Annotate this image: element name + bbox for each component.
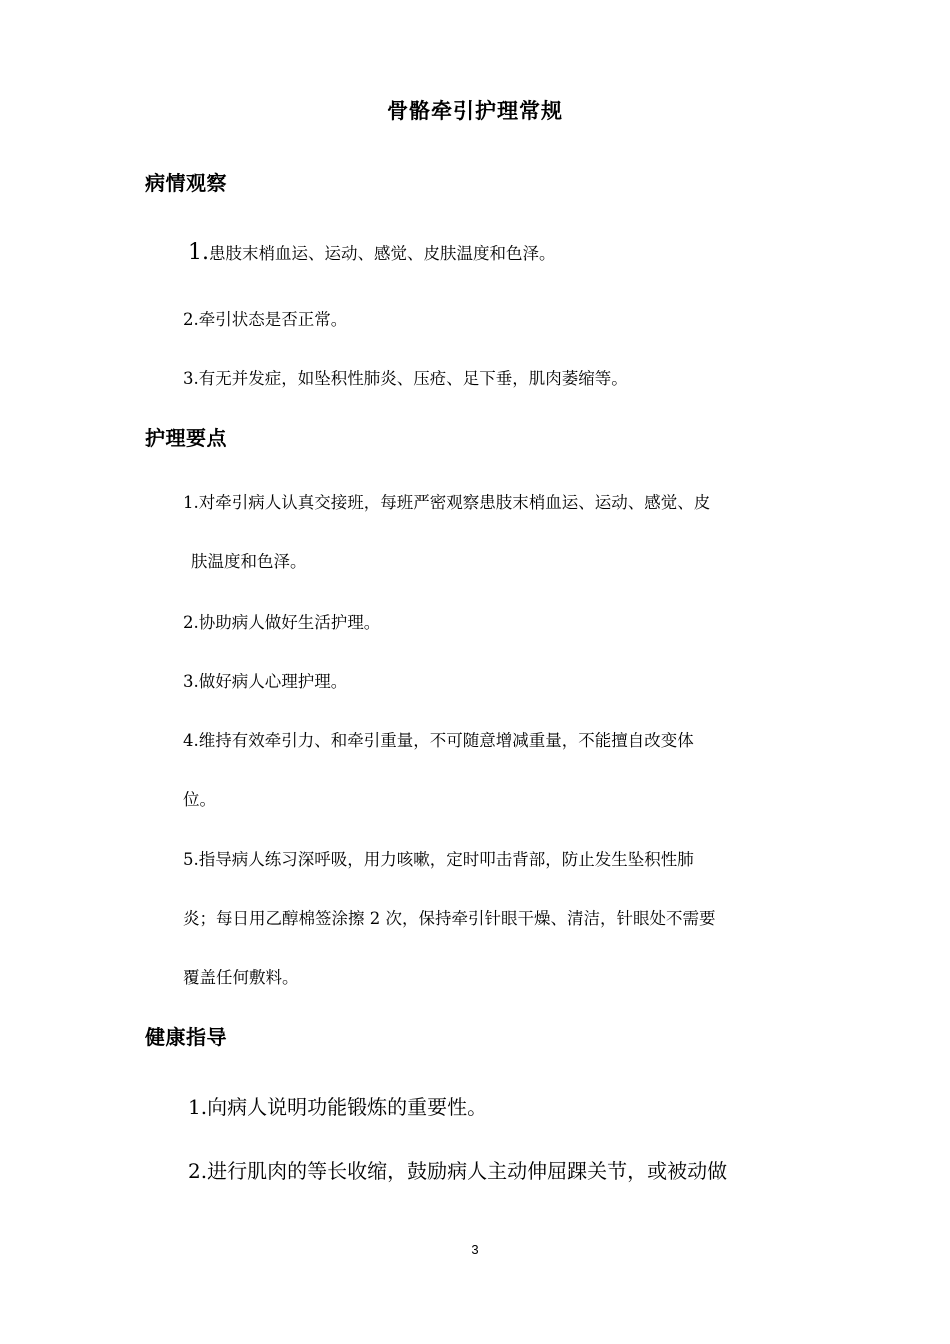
list-item-line: 1.对牵引病人认真交接班，每班严密观察患肢末梢血运、运动、感觉、皮 [183, 493, 711, 512]
list-item: 2.协助病人做好生活护理。 [183, 613, 381, 632]
list-item-text: 患肢末梢血运、运动、感觉、皮肤温度和色泽。 [209, 244, 556, 263]
list-item: 3.有无并发症，如坠积性肺炎、压疮、足下垂，肌肉萎缩等。 [183, 369, 628, 388]
list-item: 1.向病人说明功能锻炼的重要性。 [188, 1095, 488, 1119]
list-item: 3.做好病人心理护理。 [183, 672, 348, 691]
list-item-line: 位。 [183, 790, 216, 809]
list-item-line: 炎；每日用乙醇棉签涂擦 2 次，保持牵引针眼干燥、清洁，针眼处不需要 [183, 909, 716, 928]
list-item-number: 1. [188, 240, 209, 265]
section-heading-nursing-points: 护理要点 [145, 426, 227, 450]
page-number: 3 [471, 1242, 479, 1257]
list-item-line: 覆盖任何敷料。 [183, 968, 299, 987]
list-item-line: 肤温度和色泽。 [191, 552, 307, 571]
list-item-line: 5.指导病人练习深呼吸，用力咳嗽，定时叩击背部，防止发生坠积性肺 [183, 850, 694, 869]
section-heading-observation: 病情观察 [145, 171, 227, 195]
list-item-line: 4.维持有效牵引力、和牵引重量，不可随意增减重量，不能擅自改变体 [183, 731, 694, 750]
list-item: 2.牵引状态是否正常。 [183, 310, 348, 329]
list-item: 2.进行肌肉的等长收缩，鼓励病人主动伸屈踝关节，或被动做 [188, 1159, 728, 1183]
section-heading-health-guidance: 健康指导 [145, 1025, 227, 1049]
list-item [188, 241, 556, 266]
document-title: 骨骼牵引护理常规 [387, 99, 563, 123]
